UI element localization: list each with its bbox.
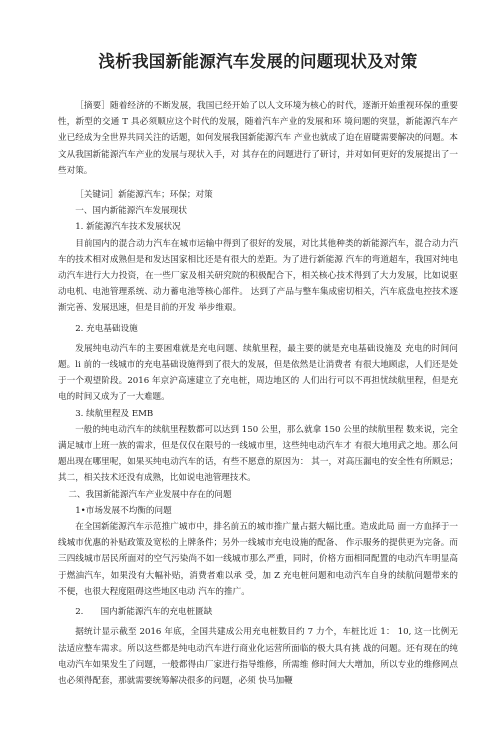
body-paragraph-2: 发展纯电动汽车的主要困难就是充电问题、续航里程，最主要的就是充电基础设施及 充电的时间问题。li 前的一线城市的充电基础设施得到了很大的发展，但是依然是让消费者 有很大地顾虑，人们还是处于一个观望阶段。2016 年京沪高速建立了充电桩，周边地区的 人们出行可以不再担忧续航里程，但是充电的时间又成为了一大难题。 (58, 343, 458, 403)
section-heading-1: 一、国内新能源汽车发展现状 (75, 206, 187, 217)
body-paragraph-3: 一般的纯电动汽车的续航里程数都可以达到 150 公里，那么就拿 150 公里的续航里程 数来说，完全满足城市上班一族的需求，但是仅仅在限号的一线城市里，这些纯电动汽车才 有很大地用武之地。那么问题出现在哪里呢，如果买纯电动汽车的话，有些不愿意的原因为： 其一，对高压漏电的安全性有所顾忌；其二，相关技术还没有成熟，比如说电池管理技术。 (58, 424, 458, 484)
body-paragraph-4: 在全国新能源汽车示范推广城市中，排名前五的城市推广量占据大幅比重。造成此局 面一方血择于一线城市优惠的补贴政策及宽松的上牌条件；另外一线城市充电设施的配备、 作示服务的提供更为完备。而三四线城市居民所面对的空气污染尚不如一线城市那么严重，同时，价格方面相同配置的电动汽车明显高于燃油汽车，如果没有大幅补贴，消费者难以承 受，加 Z 充电桩问题和电动汽车自身的续航问题带来的不便，也很大程度阻碍这些地区电动 汽车的推广。 (58, 522, 458, 597)
subsection-heading-2-2: 2. 国内新能源汽车的充电桩匮缺 (75, 607, 213, 618)
subsection-heading-1-1: 1. 新能源汽车技术发展状况 (75, 222, 181, 233)
subsection-heading-1-3: 3. 续航里程及 EMB (75, 408, 154, 419)
body-paragraph-1: 目前国内的混合动力汽车在城市运输中得到了很好的发展，对比其他种类的新能源汽车，混合动力汽车的技术相对成熟但是和发达国家相比还是有很大的差距。为了进行新能源 汽车的弯道超车，我国对纯电动汽车进行大力投资，在一些厂家及相关研究院的积极配合下，相关核心技术得到了大力发展，比如说驱动电机、电池管理系统、动力蓄电池等核心部件。 达到了产品与整车集成密切相关，汽车底盘电控技术逐渐完善、发展迅速，但是目前的开发 举步维艰。 (58, 238, 458, 314)
subsection-heading-1-2: 2. 充电基础设施 (75, 323, 138, 334)
body-paragraph-5: 据统计显示截至 2016 年底，全国共建成公用充电桩数目约 7 力个，车桩比近 1： 10, 这一比例无法适应整车需求。所以这些都是纯电动汽车进行商业化运营所面临的极大具有挑 战的问题。还有现在的纯电动汽车如果发生了问题，一般都得由厂家进行指导维修，所需维 修时间大大增加，所以专业的维修网点也必须得配套，那就需要统筹解决很多的问题，必须 快马加鞭 (58, 627, 458, 686)
document-title: 浅析我国新能源汽车发展的问题现状及对策 (98, 52, 418, 71)
subsection-heading-2-1: 1•市场发展不均衡的问题 (75, 505, 172, 516)
abstract-paragraph: ［摘要］随着经济的不断发展，我国已经开始了以人文环境为核心的时代，逐渐开始重视环保的重要性，新型的交通 T 具必须顺应这个时代的发展，随着汽车产业的发展和环 境问题的突显，新能源汽车产业已经成为全世界共同关注的话题，如何发展我国新能源汽车 产业也就成了迫在眉睫需要解决的问题。本文从我国新能源汽车产业的发展与现状入手，对 其存在的问题进行了研讨，并对如何更好的发展提出了一些对策。 (58, 101, 458, 176)
keywords-line: ［关键词］新能源汽车；环保；对策 (75, 190, 213, 201)
section-heading-2: 二、我国新能源汽车产业发展中存在的问题 (68, 489, 232, 500)
